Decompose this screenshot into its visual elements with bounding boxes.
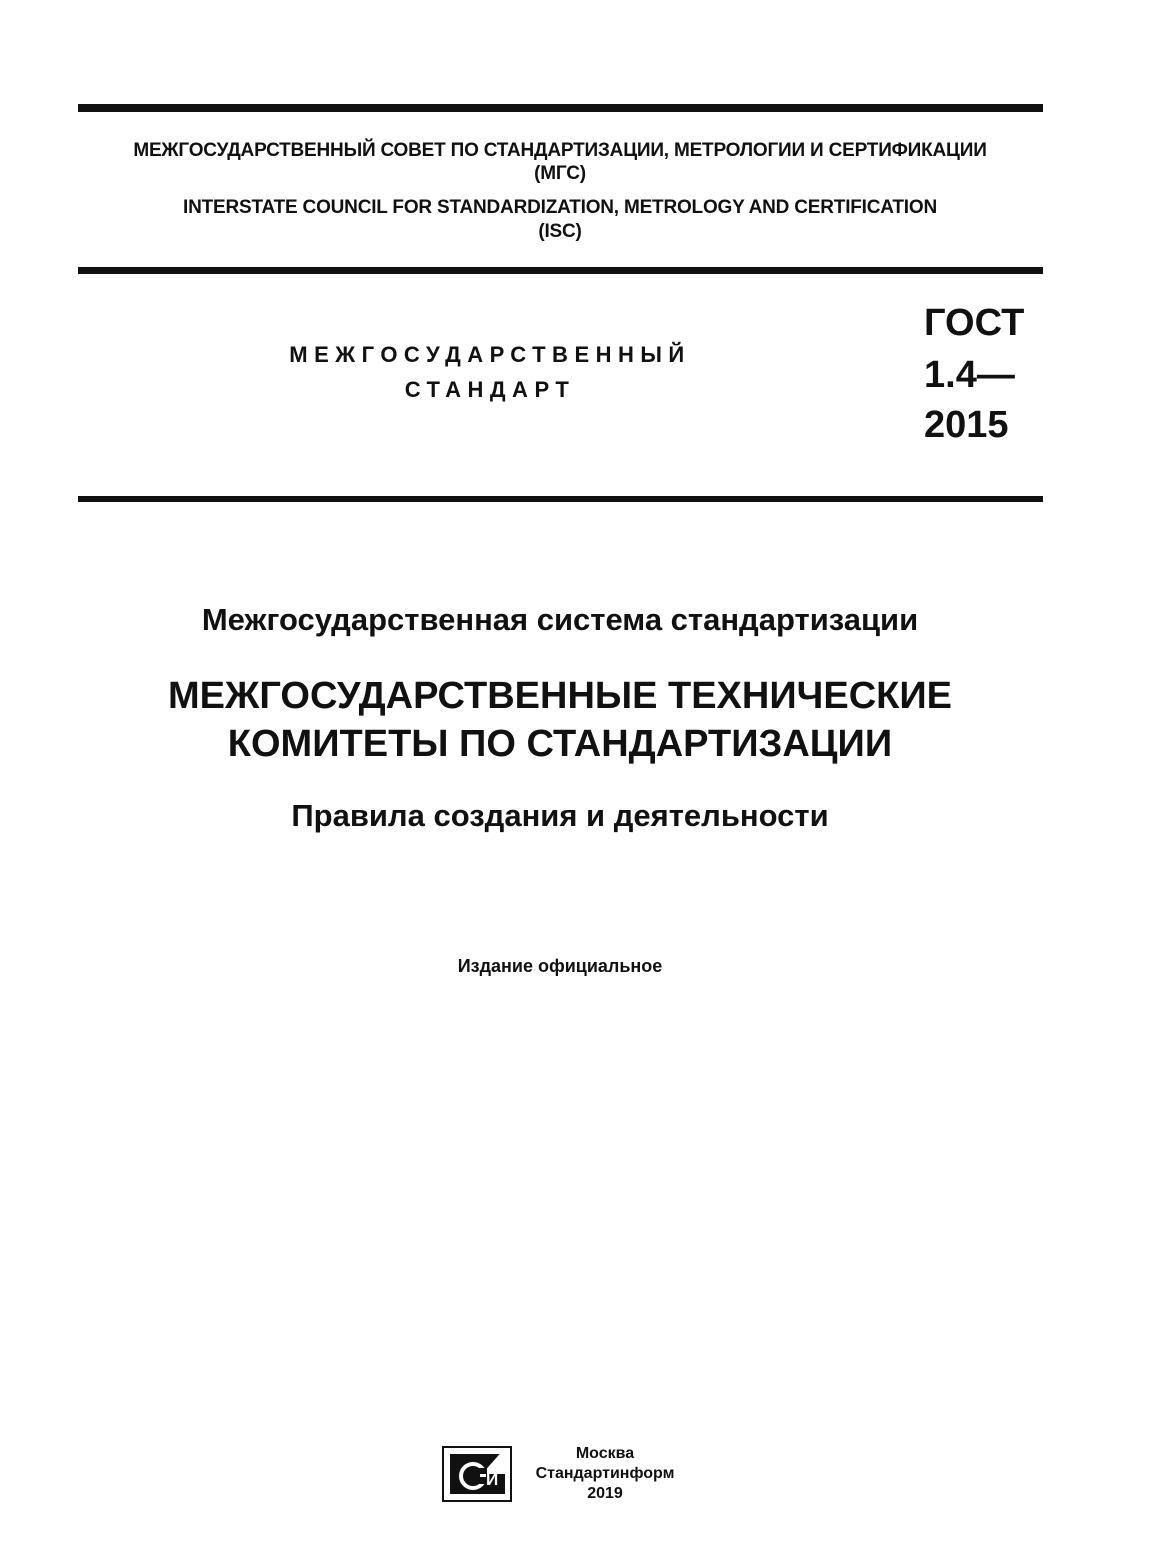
publisher-year: 2019 xyxy=(587,1485,623,1502)
standard-kind-line2: СТАНДАРТ xyxy=(404,377,576,402)
publisher-city: Москва xyxy=(575,1445,635,1462)
standartinform-logo-icon xyxy=(442,1446,512,1502)
council-name-en: INTERSTATE COUNCIL FOR STANDARDIZATION, METROLOGY AND CERTIFICATION xyxy=(183,197,937,218)
main-title-line2: КОМИТЕТЫ ПО СТАНДАРТИЗАЦИИ xyxy=(227,723,893,765)
main-title-line1: МЕЖГОСУДАРСТВЕННЫЕ ТЕХНИЧЕСКИЕ xyxy=(168,675,952,717)
edition-label: Издание официальное xyxy=(457,956,663,976)
gost-prefix: ГОСТ xyxy=(924,302,1025,344)
council-abbr-en: (ISC) xyxy=(538,221,582,242)
council-abbr-ru: (МГС) xyxy=(534,163,586,184)
publisher-name: Стандартинформ xyxy=(535,1465,675,1482)
middle-divider xyxy=(78,267,1043,274)
bottom-divider xyxy=(78,496,1043,502)
gost-number: 1.4— xyxy=(924,354,1015,396)
subtitle: Правила создания и деятельности xyxy=(291,798,829,833)
standard-kind-line1: МЕЖГОСУДАРСТВЕННЫЙ xyxy=(289,342,691,367)
top-divider xyxy=(78,104,1043,112)
gost-year: 2015 xyxy=(924,404,1009,446)
system-title: Межгосударственная система стандартизации xyxy=(201,602,919,637)
council-name-ru: МЕЖГОСУДАРСТВЕННЫЙ СОВЕТ ПО СТАНДАРТИЗАЦИИ, МЕТРОЛОГИИ И СЕРТИФИКАЦИИ xyxy=(133,140,987,161)
svg-text:И: И xyxy=(486,1470,499,1489)
